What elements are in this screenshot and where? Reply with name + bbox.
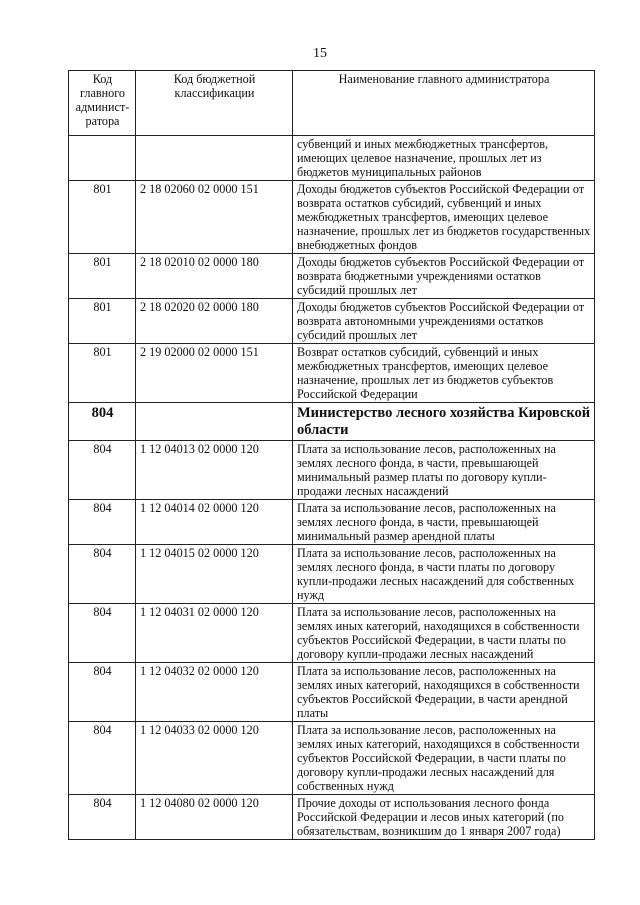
- admin-name-cell: Плата за использование лесов, расположенных на землях иных категорий, находящихся в собственности субъектов Российской Федерации, в части платы по договору купли-продажи лесных насаждений для собственных нужд: [293, 722, 595, 795]
- table-row: [69, 604, 595, 663]
- admin-name-cell: Доходы бюджетов субъектов Российской Федерации от возврата бюджетными учреждениями остатков субсидий прошлых лет: [293, 254, 595, 299]
- admin-name-cell: Плата за использование лесов, расположенных на землях иных категорий, находящихся в собственности субъектов Российской Федерации, в части арендной платы: [293, 663, 595, 722]
- table-row: [69, 545, 595, 604]
- admin-name-cell: субвенций и иных межбюджетных трансфертов, имеющих целевое назначение, прошлых лет из бюджетов муниципальных районов: [293, 136, 595, 181]
- section-row: [69, 403, 595, 441]
- admin-name-cell: Плата за использование лесов, расположенных на землях иных категорий, находящихся в собственности субъектов Российской Федерации, в части платы по договору купли-продажи лесных насаждений: [293, 604, 595, 663]
- table-row: [69, 500, 595, 545]
- page-number: 15: [313, 46, 327, 61]
- admin-code-cell: 804: [69, 663, 136, 722]
- admin-code-cell: 804: [69, 722, 136, 795]
- budget-code-cell: 2 18 02020 02 0000 180: [136, 299, 293, 344]
- admin-name-cell: Возврат остатков субсидий, субвенций и иных межбюджетных трансфертов, имеющих целевое назначение, прошлых лет из бюджетов субъектов Российской Федерации: [293, 344, 595, 403]
- budget-code-cell: 2 18 02010 02 0000 180: [136, 254, 293, 299]
- admin-code-cell: 804: [69, 604, 136, 663]
- table-row: [69, 344, 595, 403]
- admin-code-cell: 804: [69, 500, 136, 545]
- table-row: [69, 254, 595, 299]
- admin-code-cell: [69, 136, 136, 181]
- admin-name-cell: Министерство лесного хозяйства Кировской области: [293, 403, 595, 441]
- table-row: [69, 181, 595, 254]
- admin-code-cell: 804: [69, 795, 136, 840]
- budget-code-cell: 1 12 04033 02 0000 120: [136, 722, 293, 795]
- table-row: [69, 795, 595, 840]
- header-budget-code: Код бюджетной классификации: [136, 71, 293, 136]
- table-row: [69, 722, 595, 795]
- budget-classification-table: [68, 70, 595, 840]
- admin-name-cell: Доходы бюджетов субъектов Российской Федерации от возврата автономными учреждениями остатков субсидий прошлых лет: [293, 299, 595, 344]
- budget-code-cell: [136, 403, 293, 441]
- admin-name-cell: Прочие доходы от использования лесного фонда Российской Федерации и лесов иных категорий (по обязательствам, возникшим до 1 января 2007 года): [293, 795, 595, 840]
- table-row: [69, 136, 595, 181]
- admin-code-cell: 804: [69, 441, 136, 500]
- budget-code-cell: 2 18 02060 02 0000 151: [136, 181, 293, 254]
- header-admin-code: Код главного админист-ратора: [69, 71, 136, 136]
- admin-code-cell: 804: [69, 545, 136, 604]
- admin-code-cell: 801: [69, 181, 136, 254]
- header-admin-name: Наименование главного администратора: [293, 71, 595, 136]
- table-row: [69, 299, 595, 344]
- admin-name-cell: Плата за использование лесов, расположенных на землях лесного фонда, в части платы по договору купли-продажи лесных насаждений для собственных нужд: [293, 545, 595, 604]
- table-header-row: [69, 71, 595, 136]
- budget-code-cell: 1 12 04031 02 0000 120: [136, 604, 293, 663]
- admin-code-cell: 801: [69, 299, 136, 344]
- table-row: [69, 441, 595, 500]
- admin-code-cell: 801: [69, 254, 136, 299]
- budget-code-cell: 2 19 02000 02 0000 151: [136, 344, 293, 403]
- admin-code-cell: 804: [69, 403, 136, 441]
- admin-name-cell: Плата за использование лесов, расположенных на землях лесного фонда, в части, превышающей минимальный размер платы по договору купли-продажи лесных насаждений: [293, 441, 595, 500]
- admin-code-cell: 801: [69, 344, 136, 403]
- budget-code-cell: 1 12 04032 02 0000 120: [136, 663, 293, 722]
- budget-code-cell: 1 12 04014 02 0000 120: [136, 500, 293, 545]
- budget-code-cell: 1 12 04013 02 0000 120: [136, 441, 293, 500]
- budget-code-cell: 1 12 04080 02 0000 120: [136, 795, 293, 840]
- budget-code-cell: [136, 136, 293, 181]
- admin-name-cell: Доходы бюджетов субъектов Российской Федерации от возврата остатков субсидий, субвенций и иных межбюджетных трансфертов, имеющих целевое назначение, прошлых лет из бюджетов государственных внебюджетных фондов: [293, 181, 595, 254]
- budget-code-cell: 1 12 04015 02 0000 120: [136, 545, 293, 604]
- admin-name-cell: Плата за использование лесов, расположенных на землях лесного фонда, в части, превышающей минимальный размер арендной платы: [293, 500, 595, 545]
- table-row: [69, 663, 595, 722]
- table-body: [69, 136, 595, 840]
